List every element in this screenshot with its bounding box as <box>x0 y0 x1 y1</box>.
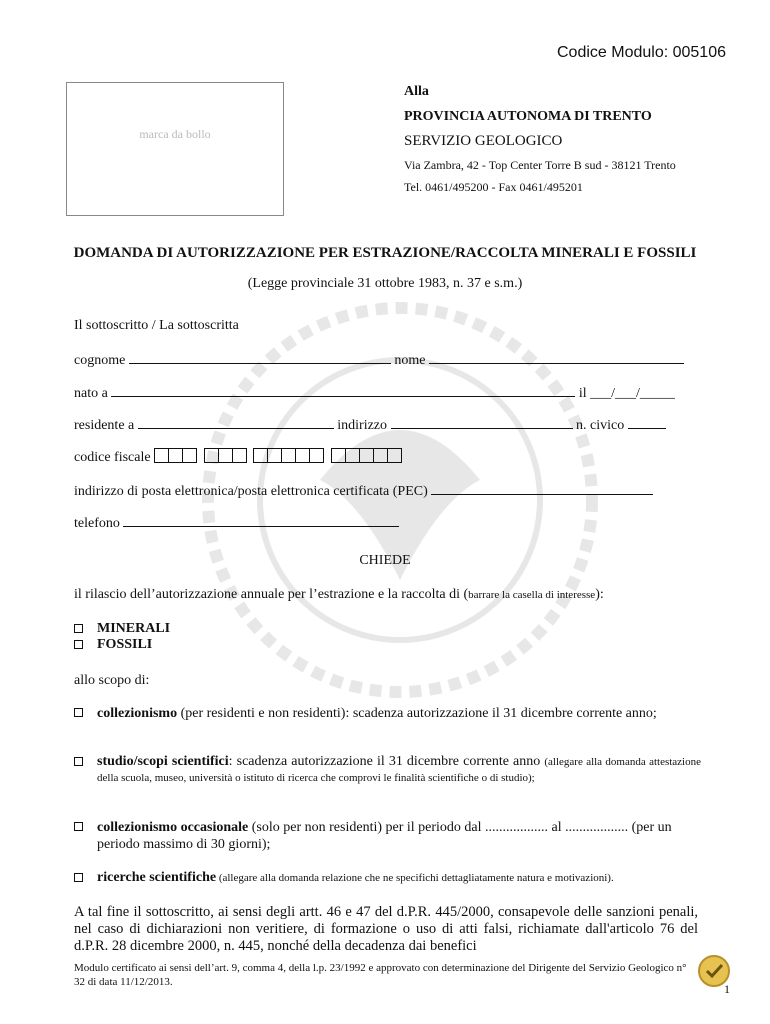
checkbox-occasionale[interactable] <box>74 822 83 831</box>
footer-note: Modulo certificato ai sensi dell’art. 9, comma 4, della l.p. 23/1992 e approvato con determinazione del Dirigente del Servizio Geologico n° 32 di data 11/12/2013. <box>74 962 687 988</box>
email-label: indirizzo di posta elettronica/posta elettronica certificata (PEC) <box>74 484 428 499</box>
checkbox-fossili[interactable] <box>74 640 83 649</box>
name-label: nome <box>394 353 426 368</box>
birth-row <box>74 383 675 402</box>
recipient-address: Via Zambra, 42 - Top Center Torre B sud - 38121 Trento <box>404 158 676 172</box>
purpose-occasionale[interactable] <box>74 820 698 852</box>
applicant-intro: Il sottoscritto / La sottoscritta <box>74 318 239 333</box>
stamp-label: marca da bollo <box>139 127 211 141</box>
email-field[interactable] <box>431 481 653 495</box>
option-fossili-label: FOSSILI <box>97 637 153 652</box>
name-field[interactable] <box>429 350 684 364</box>
option-minerali[interactable] <box>74 621 171 639</box>
requests-heading: CHIEDE <box>359 553 411 568</box>
residence-row <box>74 415 666 434</box>
request-intro-text: il rilascio dell’autorizzazione annuale per l’estrazione e la raccolta di ( <box>74 587 469 602</box>
document-subtitle: (Legge provinciale 31 ottobre 1983, n. 37 e s.m.) <box>247 276 523 291</box>
recipient-alla: Alla <box>404 84 429 99</box>
email-row <box>74 481 653 500</box>
option-fossili[interactable] <box>74 637 153 655</box>
tax-code-label: codice fiscale <box>74 450 151 465</box>
purpose-heading: allo scopo di: <box>74 673 150 688</box>
phone-label: telefono <box>74 516 120 531</box>
option-minerali-label: MINERALI <box>97 621 171 636</box>
residence-label: residente a <box>74 418 135 433</box>
revenue-stamp-box <box>66 82 284 216</box>
request-intro-note: barrare la casella di interesse <box>468 589 596 601</box>
purpose-ricerche[interactable] <box>74 872 698 888</box>
purpose-studio[interactable] <box>74 754 701 784</box>
address-field[interactable] <box>391 415 573 429</box>
declaration-paragraph: A tal fine il sottoscritto, ai sensi degli artt. 46 e 47 del d.P.R. 445/2000, consapevole delle sanzioni penali, nel caso di dichiarazioni non veritiere, di formazione o uso di atti falsi, richiamate dall'articolo 76 del d.P.R. 28 dicembre 2000, n. 445, nonché della decadenza dai benefici <box>74 904 698 954</box>
page-number: 1 <box>724 982 730 996</box>
civic-number-label: n. civico <box>576 418 625 433</box>
form-code: Codice Modulo: 005106 <box>556 44 726 61</box>
phone-row <box>74 513 399 532</box>
request-intro-end: ): <box>595 587 604 602</box>
purpose-occasionale-text: collezionismo occasionale (solo per non residenti) per il periodo dal .................. al .................. (per un periodo massimo di 30 giorni); <box>97 820 672 852</box>
tax-code-boxes-name[interactable] <box>204 448 246 466</box>
recipient-provincia: PROVINCIA AUTONOMA DI TRENTO <box>404 109 652 124</box>
request-intro <box>74 587 604 603</box>
phone-field[interactable] <box>123 513 399 527</box>
document-title: DOMANDA DI AUTORIZZAZIONE PER ESTRAZIONE/RACCOLTA MINERALI E FOSSILI <box>73 245 697 261</box>
checkbox-ricerche[interactable] <box>74 873 83 882</box>
recipient-phone: Tel. 0461/495200 - Fax 0461/495201 <box>404 180 583 194</box>
checkbox-minerali[interactable] <box>74 624 83 633</box>
tax-code-boxes-date[interactable] <box>253 448 323 466</box>
surname-field[interactable] <box>129 350 391 364</box>
name-row <box>74 350 684 369</box>
tax-code-boxes-surname[interactable] <box>154 448 196 466</box>
recipient-servizio: SERVIZIO GEOLOGICO <box>404 133 563 149</box>
checkbox-collezionismo[interactable] <box>74 708 83 717</box>
civic-number-field[interactable] <box>628 415 666 429</box>
tax-code-row <box>74 448 405 466</box>
birthplace-field[interactable] <box>111 383 575 397</box>
purpose-studio-text: studio/scopi scientifici: scadenza autorizzazione il 31 dicembre corrente anno (allegare alla domanda attestazione della scuola, museo, università o istituto di ricerca che comprovi le finalità scientifiche o di studio); <box>97 754 701 784</box>
purpose-collezionismo-text: collezionismo (per residenti e non residenti): scadenza autorizzazione il 31 dicembre corrente anno; <box>97 706 657 721</box>
checkbox-studio[interactable] <box>74 757 83 766</box>
residence-field[interactable] <box>138 415 334 429</box>
birthdate-field[interactable]: ___/___/_____ <box>590 386 675 401</box>
address-label: indirizzo <box>337 418 388 433</box>
birthdate-label: il <box>578 386 587 401</box>
purpose-ricerche-text: ricerche scientifiche (allegare alla domanda relazione che ne specifichi dettagliatamente natura e motivazioni). <box>97 870 614 885</box>
surname-label: cognome <box>74 353 126 368</box>
purpose-collezionismo[interactable] <box>74 707 698 723</box>
tax-code-boxes-place[interactable] <box>331 448 401 466</box>
birthplace-label: nato a <box>74 386 108 401</box>
